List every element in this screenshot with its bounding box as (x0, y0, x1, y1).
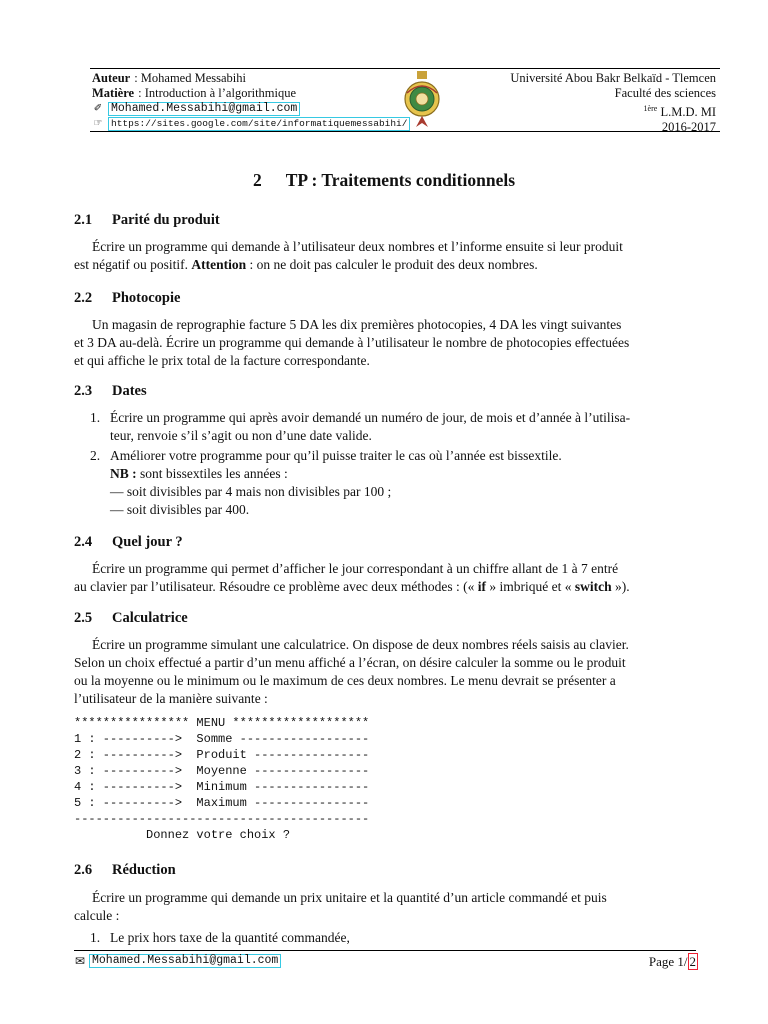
menu-line: Donnez votre choix ? (74, 828, 291, 842)
university-logo (403, 71, 441, 129)
header-top-rule (90, 68, 720, 69)
list-number: 2. (90, 448, 101, 463)
header-bottom-rule (90, 131, 720, 132)
author-value: : Mohamed Messabihi (134, 71, 246, 85)
menu-line: 5 : ----------> Maximum ---------------- (74, 796, 370, 810)
menu-line: 3 : ----------> Moyenne ---------------- (74, 764, 370, 778)
paragraph-line: et qui affiche le prix total de la facture correspondante. (74, 353, 370, 368)
academic-year: 2016-2017 (661, 120, 716, 135)
nb-text: sont bissextiles les années : (136, 466, 288, 481)
paragraph-line: Écrire un programme qui permet d’afficher le jour correspondant à un chiffre allant de 1 à 7 entré (92, 561, 619, 576)
footer-email-link[interactable]: Mohamed.Messabihi@gmail.com (89, 954, 281, 968)
envelope-icon: ✉ (74, 954, 86, 968)
list-item (90, 929, 696, 947)
text-run: est négatif ou positif. (74, 257, 192, 272)
keyword-if: if (477, 579, 486, 594)
author-label: Auteur (92, 71, 131, 85)
menu-line: 1 : ----------> Somme ------------------ (74, 732, 370, 746)
section-title: Calculatrice (112, 610, 188, 626)
paragraph-line (74, 256, 696, 274)
paragraph-line: l’utilisateur de la manière suivante : (74, 691, 268, 706)
section-2-6-text (74, 889, 696, 925)
section-heading-2-6 (74, 862, 176, 879)
level-text: L.M.D. MI (657, 105, 716, 120)
section-number: 2.2 (74, 290, 93, 306)
section-heading-2-3 (74, 383, 147, 400)
section-heading-2-2 (74, 290, 180, 307)
list-item (90, 409, 696, 445)
page-label: Page 1/ (648, 954, 688, 969)
paragraph-line (74, 578, 696, 596)
level-line (510, 101, 716, 120)
text-run: : on ne doit pas calculer le produit des deux nombres. (246, 257, 538, 272)
title-number: 2 (252, 170, 262, 190)
list-text: Écrire un programme qui après avoir demandé un numéro de jour, de mois et d’année à l’utilisa- (110, 410, 631, 425)
text-run: au clavier par l’utilisateur. Résoudre ce problème avec deux méthodes : (« (74, 579, 478, 594)
page-number (649, 954, 698, 970)
menu-code-block (74, 715, 369, 843)
menu-line: **************** MENU ******************* (74, 716, 370, 730)
section-title: Photocopie (112, 290, 181, 306)
header-right (510, 71, 716, 135)
section-number: 2.6 (74, 862, 93, 878)
header-email-link[interactable]: Mohamed.Messabihi@gmail.com (108, 102, 300, 116)
page-title (0, 170, 768, 191)
level-superscript: 1ère (643, 104, 658, 113)
section-2-1-text (74, 238, 696, 274)
section-2-2-text (74, 316, 696, 370)
paragraph-line: et 3 DA au-delà. Écrire un programme qui demande à l’utilisateur le nombre de photocopies effectuées (74, 335, 630, 350)
pointing-hand-icon: ☞ (93, 118, 103, 129)
nb-line (110, 465, 696, 483)
list-text: Le prix hors taxe de la quantité commandée, (110, 930, 350, 945)
header-left (92, 71, 410, 131)
nb-label: NB : (110, 466, 137, 481)
paragraph-line: ou la moyenne ou le minimum ou le maximum de ces deux nombres. Le menu devrait se présenter a (74, 673, 616, 688)
subject-label: Matière (92, 86, 135, 100)
text-run: »). (611, 579, 630, 594)
section-heading-2-5 (74, 610, 188, 627)
list-text: teur, renvoie s’il s’agit ou non d’une date valide. (110, 428, 372, 443)
section-heading-2-4 (74, 534, 183, 551)
section-number: 2.1 (74, 212, 93, 228)
pencil-icon: ✐ (93, 103, 103, 114)
menu-line: 4 : ----------> Minimum ---------------- (74, 780, 370, 794)
section-number: 2.4 (74, 534, 93, 550)
text-run: » imbriqué et « (485, 579, 575, 594)
author-line (92, 71, 410, 86)
paragraph-line: Selon un choix effectué a partir d’un menu affiché a l’écran, on désire calculer la somme ou le produit (74, 655, 626, 670)
subject-value: : Introduction à l’algorithmique (138, 86, 297, 100)
faculty-name: Faculté des sciences (614, 86, 716, 100)
section-2-5-text (74, 636, 696, 708)
section-2-4-text (74, 560, 696, 596)
section-title: Dates (112, 383, 147, 399)
list-item (90, 447, 696, 519)
paragraph-line: Écrire un programme qui demande à l’utilisateur deux nombres et l’informe ensuite si leur produit (92, 239, 623, 254)
section-number: 2.3 (74, 383, 93, 399)
email-line (92, 101, 410, 116)
menu-line: 2 : ----------> Produit ---------------- (74, 748, 370, 762)
nb-item: — soit divisibles par 4 mais non divisibles par 100 ; (110, 484, 392, 499)
paragraph-line: calcule : (74, 908, 120, 923)
footer-left (74, 954, 281, 968)
attention-label: Attention (191, 257, 247, 272)
section-title: Parité du produit (112, 212, 220, 228)
website-line (92, 116, 410, 131)
keyword-switch: switch (574, 579, 612, 594)
paragraph-line: Écrire un programme qui demande un prix unitaire et la quantité d’un article commandé et puis (92, 890, 607, 905)
subject-line (92, 86, 410, 101)
paragraph-line: Un magasin de reprographie facture 5 DA les dix premières photocopies, 4 DA les vingt suivantes (92, 317, 622, 332)
section-number: 2.5 (74, 610, 93, 626)
list-number: 1. (90, 930, 101, 945)
university-name: Université Abou Bakr Belkaïd - Tlemcen (510, 71, 716, 85)
paragraph-line: Écrire un programme simulant une calculatrice. On dispose de deux nombres réels saisis au clavier. (92, 637, 629, 652)
title-text: TP : Traitements conditionnels (285, 170, 516, 190)
section-heading-2-1 (74, 212, 220, 229)
section-title: Quel jour ? (112, 534, 183, 550)
menu-line: ----------------------------------------- (74, 812, 370, 826)
page-total-link[interactable]: 2 (689, 954, 696, 969)
section-title: Réduction (112, 862, 176, 878)
list-number: 1. (90, 410, 101, 425)
list-text: Améliorer votre programme pour qu’il puisse traiter le cas où l’année est bissextile. (110, 448, 562, 463)
header-website-link[interactable]: https://sites.google.com/site/informatiquemessabihi/ (108, 117, 410, 131)
nb-item: — soit divisibles par 400. (110, 502, 250, 517)
footer-rule (74, 950, 696, 951)
